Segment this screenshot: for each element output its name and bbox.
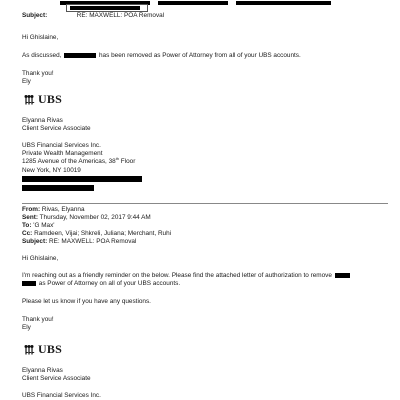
- subject-row: [22, 238, 136, 246]
- email-signoff: Ely: [22, 78, 31, 85]
- header-redacted-box: [66, 4, 148, 12]
- signature-title: Client Service Associate: [22, 125, 91, 132]
- cc-row: [22, 230, 171, 238]
- address-line: 1285 Avenue of the Americas, 38: [22, 158, 116, 165]
- ubs-keys-icon: [22, 344, 36, 356]
- signature-redacted-phone: [22, 176, 142, 184]
- ubs-keys-icon: [22, 94, 36, 106]
- signature-address: [22, 155, 136, 166]
- sent-value: Thursday, November 02, 2017 9:44 AM: [39, 214, 151, 221]
- from-label: From:: [22, 206, 41, 213]
- signature2-name: Elyanna Rivas: [22, 367, 63, 374]
- signature-company: UBS Financial Services Inc.: [22, 142, 101, 149]
- signature2-title: Client Service Associate: [22, 375, 91, 382]
- email2-line1-text: I'm reaching out as a friendly reminder on the below. Please find the attached letter of authorization to remove: [22, 272, 332, 279]
- email-body-line: [22, 52, 301, 60]
- email2-signoff: Ely: [22, 324, 31, 331]
- sent-label: Sent:: [22, 214, 38, 221]
- cc-value: Ramdeen, Vijai; Shkreli, Juliana; Merchant, Ruhi: [34, 230, 172, 237]
- body-part-2: has been removed as Power of Attorney from all of your UBS accounts.: [99, 52, 301, 59]
- to-label: To:: [22, 222, 32, 229]
- body-part-1: As discussed,: [22, 52, 62, 59]
- signature2-company: UBS Financial Services Inc.: [22, 392, 101, 399]
- subject-value: RE: MAXWELL: POA Removal: [76, 12, 165, 19]
- email2-line2-text: as Power of Attorney on all of your UBS accounts.: [38, 280, 181, 287]
- redacted-name-2a: [335, 273, 350, 278]
- email-separator: [22, 203, 388, 204]
- cc-label: Cc:: [22, 230, 33, 237]
- email-thanks: Thank you!: [22, 70, 54, 77]
- subject-label: Subject:: [22, 12, 48, 19]
- signature-city: New York, NY 10019: [22, 167, 81, 174]
- ubs-logo-2: [22, 342, 62, 357]
- address-floor: Floor: [119, 158, 136, 165]
- redacted-name-2b: [22, 281, 36, 286]
- to-row: [22, 222, 55, 230]
- signature-name: Elyanna Rivas: [22, 117, 63, 124]
- to-value: 'G Max': [33, 222, 55, 229]
- ubs-logo: [22, 92, 62, 107]
- from-value: Rivas, Elyanna: [41, 206, 85, 213]
- top-subject-row: [22, 12, 164, 20]
- ubs-logo-text-2: UBS: [38, 342, 62, 356]
- subject-value-2: RE: MAXWELL: POA Removal: [49, 238, 137, 245]
- redacted-name: [64, 53, 96, 58]
- signature-redacted-email: [22, 185, 94, 193]
- email-greeting: Hi Ghislaine,: [22, 34, 59, 41]
- email2-thanks: Thank you!: [22, 316, 54, 323]
- from-row: [22, 206, 85, 214]
- address-sup: th: [115, 155, 120, 161]
- subject-label-2: Subject:: [22, 238, 48, 245]
- email2-line2: [22, 280, 180, 288]
- email2-questions: Please let us know if you have any questions.: [22, 298, 151, 305]
- ubs-logo-text: UBS: [38, 92, 62, 106]
- email2-greeting: Hi Ghislaine,: [22, 255, 59, 262]
- sent-row: [22, 214, 151, 222]
- signature-division: Private Wealth Management: [22, 150, 103, 157]
- email2-line1: [22, 272, 350, 280]
